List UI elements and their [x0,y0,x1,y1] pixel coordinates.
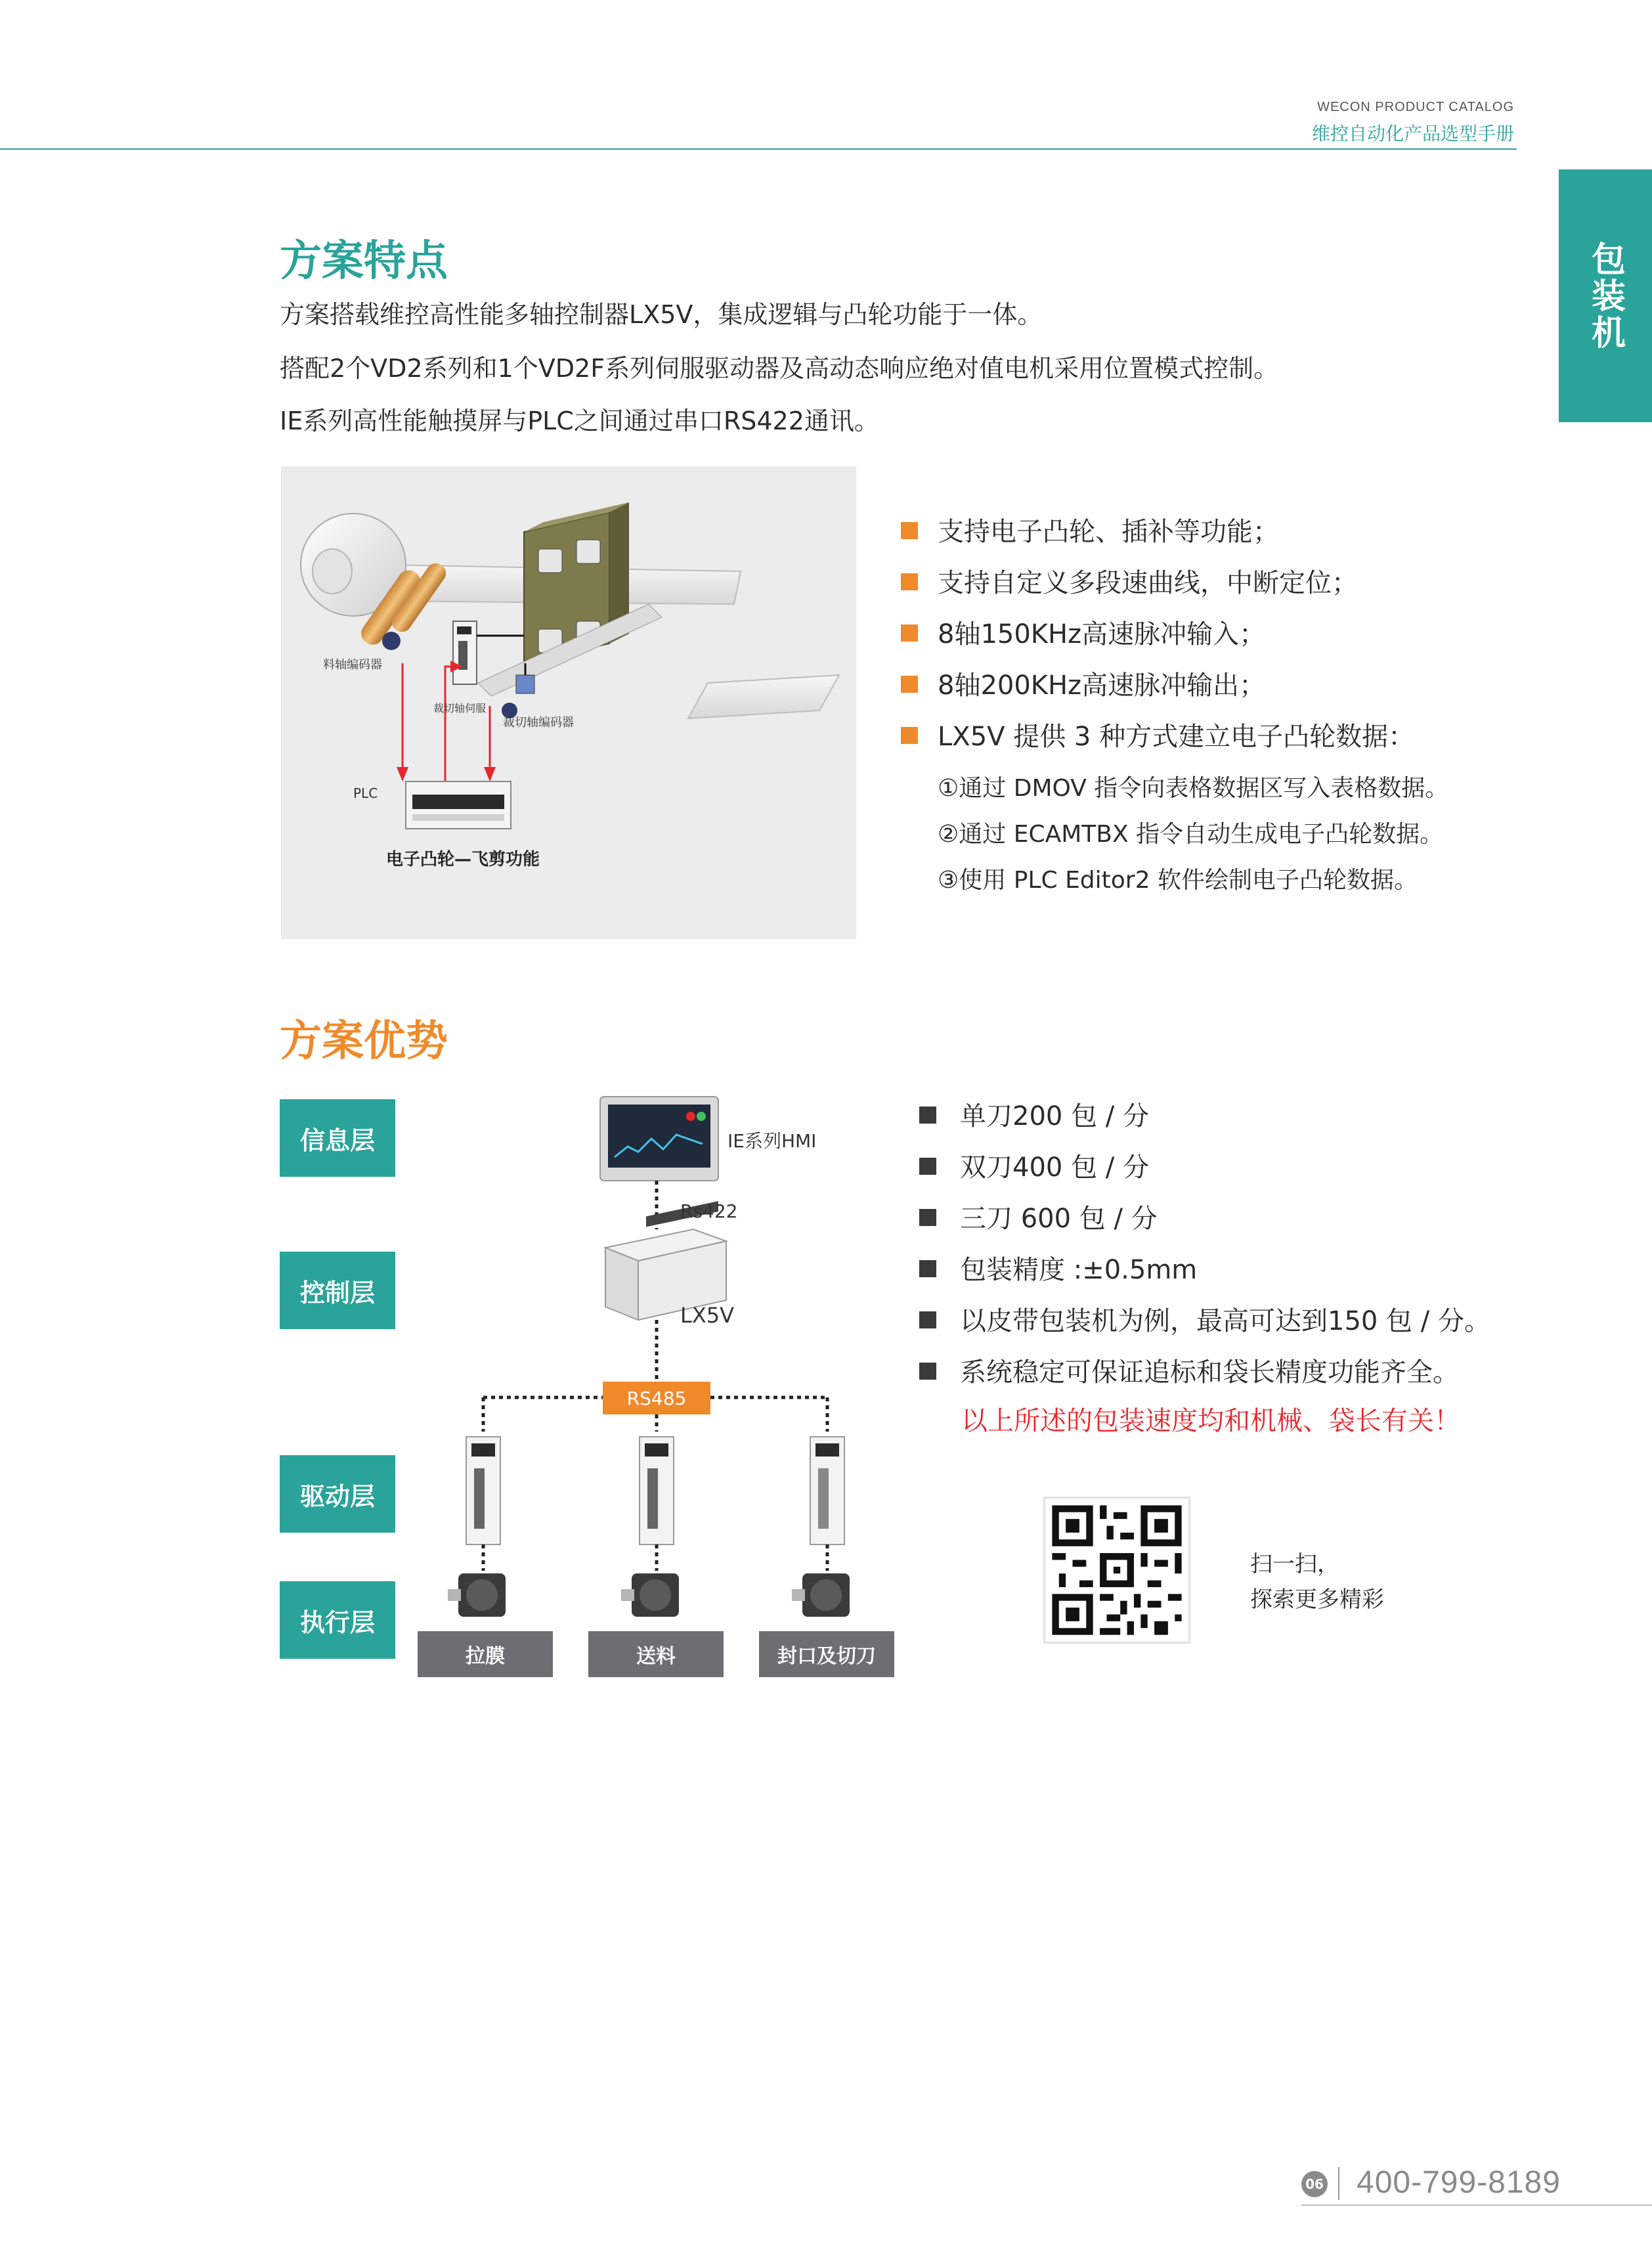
hotline-phone: 400-799-8189 [1357,2165,1561,2200]
square-bullet-icon [919,1363,936,1380]
intro-line-2: 搭配2个VD2系列和1个VD2F系列伺服驱动器及高动态响应绝对值电机采用位置模式控制。 [280,354,1279,383]
label-plc: PLC [353,785,378,801]
servo-drive-2 [640,1437,674,1545]
label-material-encoder: 料轴编码器 [323,658,382,672]
axis-film-pull: 拉膜 [418,1631,553,1677]
flying-shear-illustration [281,466,856,939]
square-bullet-icon [919,1158,936,1175]
advantage-item-6: 系统稳定可保证追标和袋长精度功能齐全。 [919,1351,1459,1389]
layer-execution: 执行层 [280,1581,395,1659]
layer-drive: 驱动层 [280,1455,395,1533]
layer-info: 信息层 [280,1099,395,1177]
feature-item-4: 8轴200KHz高速脉冲输出； [901,665,1265,702]
catalog-title-en: WECON PRODUCT CATALOG [1317,100,1514,114]
square-bullet-icon [919,1311,936,1328]
intro-line-3: IE系列高性能触摸屏与PLC之间通过串口RS422通讯。 [280,406,879,435]
servo-motor-2 [621,1573,679,1617]
square-bullet-icon [901,727,918,744]
sub-feature-1: ①通过 DMOV 指令向表格数据区写入表格数据。 [938,775,1449,802]
axis-feed: 送料 [588,1631,724,1677]
flying-shear-diagram [281,466,856,939]
feature-item-3: 8轴150KHz高速脉冲输入； [901,613,1265,651]
axis-seal-cut: 封口及切刀 [759,1631,894,1677]
square-bullet-icon [901,625,918,642]
square-bullet-icon [919,1209,936,1226]
intro-line-1: 方案搭载维控高性能多轴控制器LX5V，集成逻辑与凸轮功能于一体。 [280,300,1043,329]
square-bullet-icon [901,676,918,693]
label-rs485: RS485 [626,1387,687,1409]
qr-caption-line-2: 探索更多精彩 [1250,1587,1384,1613]
speed-note: 以上所述的包装速度均和机械、袋长有关！ [961,1406,1460,1436]
side-tab-category: 包装机 [1559,169,1652,422]
servo-drive-1 [466,1437,500,1545]
label-hmi: IE系列HMI [728,1130,817,1152]
section-title-advantages: 方案优势 [280,1017,448,1066]
square-bullet-icon [901,522,918,539]
diagram-caption: 电子凸轮—飞剪功能 [386,850,540,869]
advantage-item-3: 三刀 600 包 / 分 [919,1198,1158,1235]
footer-rule [1301,2204,1652,2206]
servo-motor-1 [448,1573,506,1617]
header-divider [0,148,1517,150]
label-lx5v: LX5V [680,1303,734,1328]
servo-motor-3 [792,1573,850,1617]
qr-caption-line-1: 扫一扫， [1250,1551,1339,1577]
label-cut-encoder: 裁切轴编码器 [503,716,574,730]
sub-feature-2: ②通过 ECAMTBX 指令自动生成电子凸轮数据。 [938,821,1444,848]
servo-drive-3 [810,1437,844,1545]
catalog-title-cn: 维控自动化产品选型手册 [1311,123,1514,144]
square-bullet-icon [901,573,918,590]
label-cut-servo: 裁切轴伺服 [433,702,487,714]
feature-item-2: 支持自定义多段速曲线，中断定位； [901,562,1358,600]
sub-feature-3: ③使用 PLC Editor2 软件绘制电子凸轮数据。 [938,867,1418,894]
qr-code[interactable] [1045,1499,1188,1642]
qr-code-icon [1045,1499,1188,1642]
feature-item-5: LX5V 提供 3 种方式建立电子凸轮数据： [901,716,1414,753]
advantage-item-1: 单刀200 包 / 分 [919,1095,1149,1133]
square-bullet-icon [919,1107,936,1124]
label-rs422: Rs422 [680,1200,738,1222]
page-number-badge: 06 [1301,2171,1328,2197]
advantage-item-4: 包装精度 :±0.5mm [919,1249,1197,1286]
advantage-item-5: 以皮带包装机为例，最高可达到150 包 / 分。 [919,1300,1490,1338]
feature-item-1: 支持电子凸轮、插补等功能； [901,511,1279,548]
advantage-item-2: 双刀400 包 / 分 [919,1147,1149,1184]
layer-control: 控制层 [280,1252,395,1329]
section-title-features: 方案特点 [280,237,448,286]
square-bullet-icon [919,1260,936,1277]
footer-separator [1338,2167,1339,2200]
